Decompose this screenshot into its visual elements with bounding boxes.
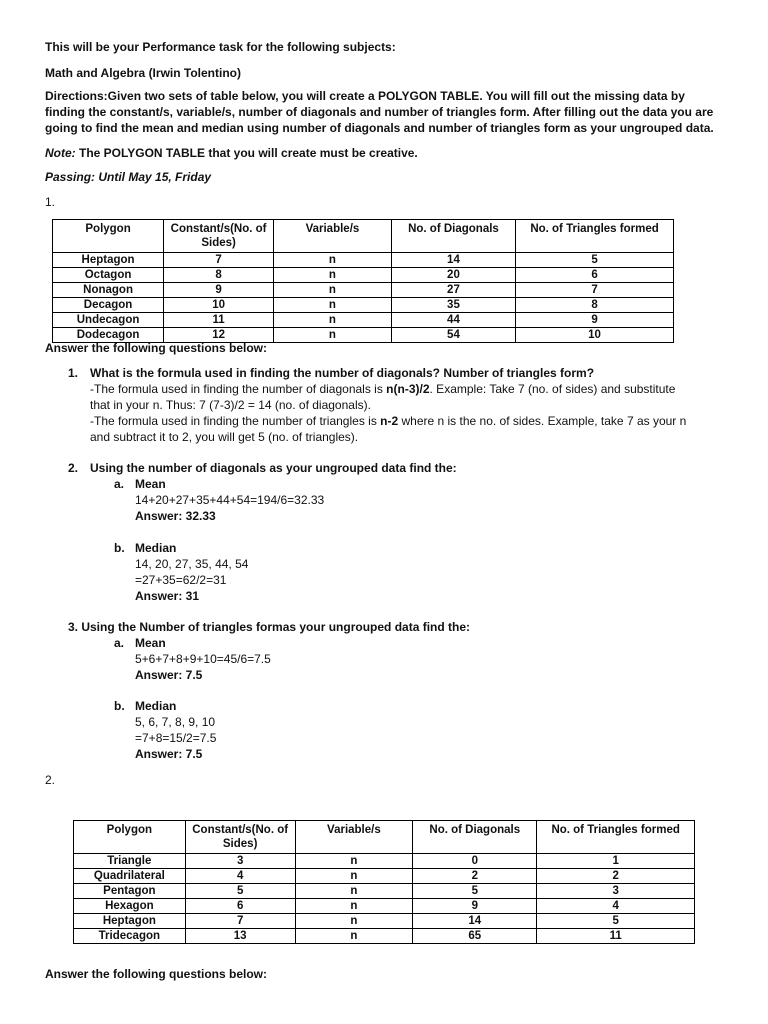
cell-diagonals: 0 (413, 854, 537, 869)
table-row (53, 298, 674, 313)
q2a-answer: Answer: 32.33 (135, 509, 216, 523)
note-label: Note: (45, 146, 76, 160)
cell-triangles: 10 (516, 328, 674, 343)
q2a-title: Mean (135, 477, 166, 491)
q2a-calculation: 14+20+27+35+44+54=194/6=32.33 (135, 493, 325, 507)
q1-triangle-line-2: and subtract it to 2, you will get 5 (no. of triangles). (90, 430, 359, 444)
directions-paragraph: Directions:Given two sets of table below, you will create a POLYGON TABLE. You will fill out the missing data by finding the constant/s, variable/s, number of diagonals and number of triangles form. After filling out the data you are going to find the mean and median using number of diagonals and number of triangles form as your ungrouped data. (45, 89, 714, 135)
table-header-row (74, 821, 695, 854)
cell-triangles: 4 (537, 899, 695, 914)
q2b-data: 14, 20, 27, 35, 44, 54 (135, 557, 249, 571)
cell-constant: 10 (164, 298, 274, 313)
cell-polygon: Triangle (74, 854, 186, 869)
header-diagonals: No. of Diagonals (413, 821, 537, 854)
header-polygon: Polygon (53, 220, 164, 253)
cell-polygon: Quadrilateral (74, 869, 186, 884)
cell-triangles: 5 (516, 253, 674, 268)
note-line (45, 146, 418, 161)
q1-triangle-line-1 (90, 414, 686, 429)
cell-diagonals: 5 (413, 884, 537, 899)
q3b-title: Median (135, 699, 177, 713)
header-diagonals: No. of Diagonals (391, 220, 515, 253)
q2b-label: b. (114, 541, 125, 555)
header-variables: Variable/s (295, 821, 413, 854)
cell-constant: 4 (185, 869, 295, 884)
polygon-table-2 (73, 820, 695, 944)
subject-line: Math and Algebra (Irwin Tolentino) (45, 66, 241, 80)
q1-diag-formula: n(n-3)/2 (386, 382, 430, 396)
table-row (74, 884, 695, 899)
cell-polygon: Heptagon (53, 253, 164, 268)
cell-triangles: 8 (516, 298, 674, 313)
q2b-calculation: =27+35=62/2=31 (135, 573, 227, 587)
cell-variable: n (274, 283, 392, 298)
cell-constant: 7 (164, 253, 274, 268)
set1-number: 1. (45, 195, 56, 209)
cell-polygon: Heptagon (74, 914, 186, 929)
cell-triangles: 11 (537, 929, 695, 944)
q1-tri-post: where n is the no. of sides. Example, take 7 as your n (398, 414, 687, 428)
q3b-label: b. (114, 699, 125, 713)
note-text: The POLYGON TABLE that you will create must be creative. (75, 146, 418, 160)
q3b-data: 5, 6, 7, 8, 9, 10 (135, 715, 216, 729)
cell-diagonals: 2 (413, 869, 537, 884)
cell-variable: n (295, 899, 413, 914)
intro-line: This will be your Performance task for the following subjects: (45, 40, 396, 54)
cell-diagonals: 14 (391, 253, 515, 268)
cell-variable: n (295, 914, 413, 929)
cell-polygon: Octagon (53, 268, 164, 283)
cell-polygon: Pentagon (74, 884, 186, 899)
q1-question: What is the formula used in finding the number of diagonals? Number of triangles form? (90, 366, 595, 380)
cell-diagonals: 65 (413, 929, 537, 944)
q1-tri-formula: n-2 (380, 414, 399, 428)
set2-number: 2. (45, 773, 56, 787)
set2-answer-heading: Answer the following questions below: (45, 967, 268, 981)
cell-constant: 11 (164, 313, 274, 328)
cell-variable: n (274, 298, 392, 313)
table-row (53, 313, 674, 328)
cell-diagonals: 14 (413, 914, 537, 929)
cell-diagonals: 20 (391, 268, 515, 283)
cell-triangles: 9 (516, 313, 674, 328)
cell-variable: n (295, 869, 413, 884)
q1-diag-pre: -The formula used in finding the number of diagonals is (90, 382, 387, 396)
cell-polygon: Dodecagon (53, 328, 164, 343)
q1-diag-post: . Example: Take 7 (no. of sides) and substitute (429, 382, 676, 396)
q1-tri-pre: -The formula used in finding the number of triangles is (90, 414, 381, 428)
header-triangles: No. of Triangles formed (537, 821, 695, 854)
cell-diagonals: 27 (391, 283, 515, 298)
cell-diagonals: 54 (391, 328, 515, 343)
table-row (74, 854, 695, 869)
cell-variable: n (274, 268, 392, 283)
cell-polygon: Hexagon (74, 899, 186, 914)
table-header-row (53, 220, 674, 253)
cell-constant: 12 (164, 328, 274, 343)
polygon-table-1 (52, 219, 674, 343)
q3-question: 3. Using the Number of triangles formas your ungrouped data find the: (68, 620, 471, 634)
cell-variable: n (274, 253, 392, 268)
cell-diagonals: 9 (413, 899, 537, 914)
cell-constant: 6 (185, 899, 295, 914)
q3b-calculation: =7+8=15/2=7.5 (135, 731, 217, 745)
q3a-calculation: 5+6+7+8+9+10=45/6=7.5 (135, 652, 271, 666)
cell-constant: 7 (185, 914, 295, 929)
q2-question: Using the number of diagonals as your ungrouped data find the: (90, 461, 457, 475)
set1-answer-heading: Answer the following questions below: (45, 341, 268, 355)
header-constants: Constant/s(No. of Sides) (185, 821, 295, 854)
header-constants: Constant/s(No. of Sides) (164, 220, 274, 253)
cell-triangles: 2 (537, 869, 695, 884)
q1-diagonal-line-1 (90, 382, 675, 397)
cell-polygon: Nonagon (53, 283, 164, 298)
cell-triangles: 3 (537, 884, 695, 899)
q1-number: 1. (68, 366, 79, 380)
q1-diagonal-line-2: that in your n. Thus: 7 (7-3)/2 = 14 (no. of diagonals). (90, 398, 371, 412)
q3a-answer: Answer: 7.5 (135, 668, 203, 682)
q3b-answer: Answer: 7.5 (135, 747, 203, 761)
cell-constant: 13 (185, 929, 295, 944)
cell-constant: 3 (185, 854, 295, 869)
cell-polygon: Tridecagon (74, 929, 186, 944)
q3a-title: Mean (135, 636, 166, 650)
table-row (74, 929, 695, 944)
table-row (53, 283, 674, 298)
cell-constant: 5 (185, 884, 295, 899)
cell-variable: n (295, 884, 413, 899)
cell-triangles: 7 (516, 283, 674, 298)
q2b-answer: Answer: 31 (135, 589, 200, 603)
cell-variable: n (295, 929, 413, 944)
cell-diagonals: 35 (391, 298, 515, 313)
cell-triangles: 5 (537, 914, 695, 929)
table-row (74, 914, 695, 929)
table-row (74, 869, 695, 884)
cell-constant: 9 (164, 283, 274, 298)
cell-variable: n (274, 328, 392, 343)
cell-constant: 8 (164, 268, 274, 283)
q2-number: 2. (68, 461, 79, 475)
cell-variable: n (274, 313, 392, 328)
table-row (53, 253, 674, 268)
cell-diagonals: 44 (391, 313, 515, 328)
passing-line: Passing: Until May 15, Friday (45, 170, 212, 184)
table-row (74, 899, 695, 914)
q3a-label: a. (114, 636, 125, 650)
header-variables: Variable/s (274, 220, 392, 253)
cell-polygon: Undecagon (53, 313, 164, 328)
cell-polygon: Decagon (53, 298, 164, 313)
q2b-title: Median (135, 541, 177, 555)
cell-triangles: 6 (516, 268, 674, 283)
cell-variable: n (295, 854, 413, 869)
header-triangles: No. of Triangles formed (516, 220, 674, 253)
table-row (53, 268, 674, 283)
header-polygon: Polygon (74, 821, 186, 854)
cell-triangles: 1 (537, 854, 695, 869)
q2a-label: a. (114, 477, 125, 491)
